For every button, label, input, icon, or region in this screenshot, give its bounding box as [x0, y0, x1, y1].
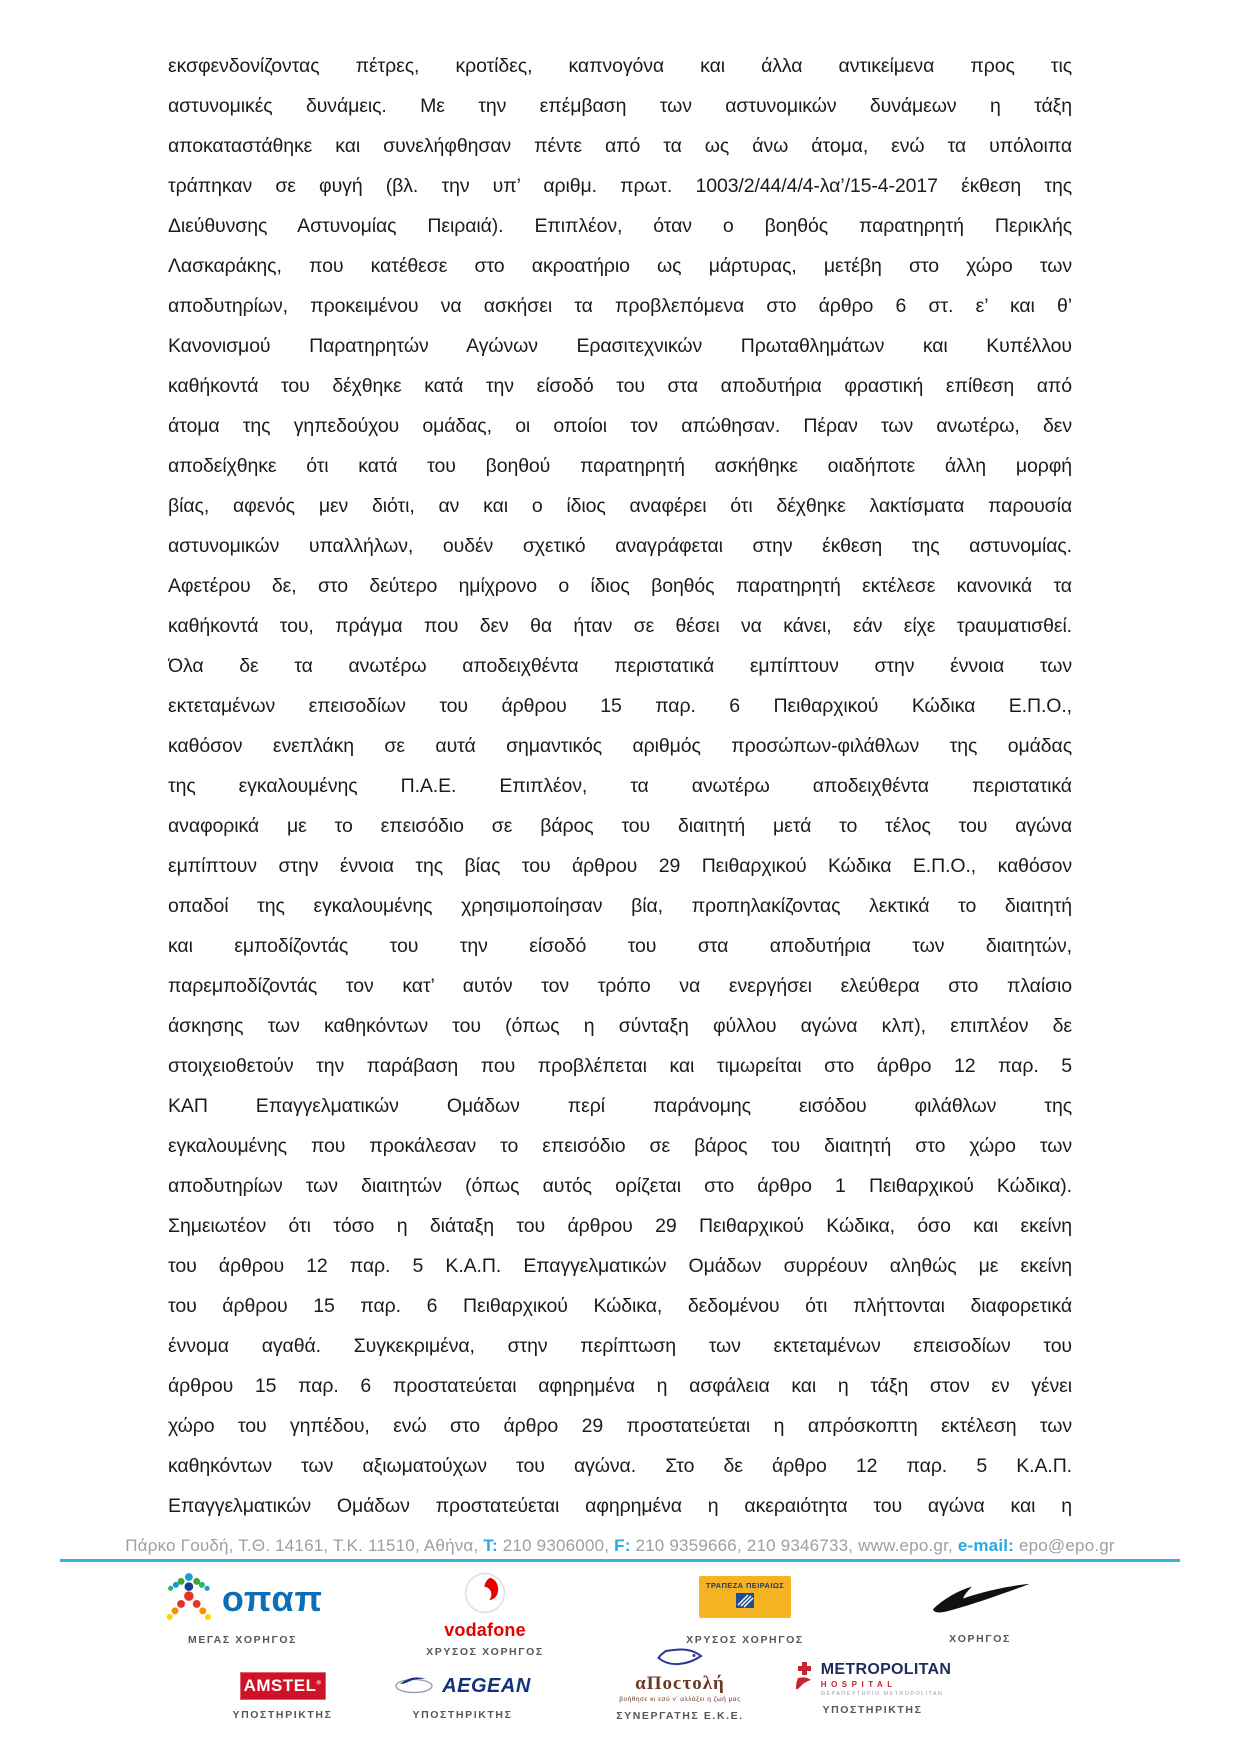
text-line: αναφορικά με το επεισόδιο σε βάρος του διαιτητή μετά το τέλος του αγώνα	[168, 815, 1072, 837]
text-line: Σημειωτέον ότι τόσο η διάταξη του άρθρου 29 Πειθαρχικού Κώδικα, όσο και εκείνη	[168, 1215, 1072, 1237]
aegean-bird-icon	[394, 1673, 436, 1700]
sponsor-apostoli	[600, 1648, 760, 1722]
text-line: Αφετέρου δε, στο δεύτερο ημίχρονο ο ίδιος βοηθός παρατηρητή εκτέλεσε κανονικά τα	[168, 575, 1072, 597]
piraeus-wave-icon	[736, 1593, 754, 1613]
text-line: στοιχειοθετούν την παράβαση που προβλέπεται και τιμωρείται στο άρθρο 12 παρ. 5	[168, 1055, 1072, 1077]
text-line: εγκαλουμένης που προκάλεσαν το επεισόδιο σε βάρος του διαιτητή στο χώρο των	[168, 1135, 1072, 1157]
sponsor-label: ΥΠΟΣΤΗΡΙΚΤΗΣ	[412, 1709, 513, 1721]
metropolitan-cross-icon	[794, 1662, 816, 1697]
footer-fax-value: 210 9359666, 210 9346733, www.epo.gr,	[630, 1536, 958, 1555]
text-line: αποδείχθηκε ότι κατά του βοηθού παρατηρητή ασκήθηκε οιαδήποτε άλλη μορφή	[168, 455, 1072, 477]
sponsor-label: ΧΡΥΣΟΣ ΧΟΡΗΓΟΣ	[686, 1634, 804, 1646]
text-line: εκτεταμένων επεισοδίων του άρθρου 15 παρ. 6 Πειθαρχικού Κώδικα Ε.Π.Ο.,	[168, 695, 1072, 717]
nike-swoosh-icon	[929, 1582, 1031, 1621]
sponsor-nike	[890, 1582, 1070, 1645]
amstel-wordmark: AMSTEL®	[243, 1676, 322, 1695]
amstel-logo	[240, 1672, 326, 1700]
text-line: καθόσον ενεπλάκη σε αυτά σημαντικός αριθμός προσώπων-φιλάθλων της ομάδας	[168, 735, 1072, 757]
text-line: αποδυτηρίων των διαιτητών (όπως αυτός ορίζεται στο άρθρο 1 Πειθαρχικού Κώδικα).	[168, 1175, 1072, 1197]
text-line: Λασκαράκης, που κατέθεσε στο ακροατήριο ως μάρτυρας, μετέβη στο χώρο των	[168, 255, 1072, 277]
text-line: αστυνομικές δυνάμεις. Με την επέμβαση των αστυνομικών δυνάμεων η τάξη	[168, 95, 1072, 117]
text-line: καθηκόντων των αξιωματούχων του αγώνα. Στο δε άρθρο 12 παρ. 5 Κ.Α.Π.	[168, 1455, 1072, 1477]
text-line: αστυνομικών υπαλλήλων, ουδέν σχετικό αναγράφεται στην έκθεση της αστυνομίας.	[168, 535, 1072, 557]
footer-contact	[0, 1536, 1240, 1556]
text-line: εμπίπτουν στην έννοια της βίας του άρθρου 29 Πειθαρχικού Κώδικα Ε.Π.Ο., καθόσον	[168, 855, 1072, 877]
sponsor-opap	[150, 1572, 335, 1646]
footer-phone-label: T:	[483, 1536, 498, 1555]
text-line: Διεύθυνσης Αστυνομίας Πειραιά). Επιπλέον, όταν ο βοηθός παρατηρητή Περικλής	[168, 215, 1072, 237]
apostoli-wordmark: αΠοϲτολή	[635, 1673, 725, 1694]
text-line: καθήκοντά του δέχθηκε κατά την είσοδό του στα αποδυτήρια φραστική επίθεση από	[168, 375, 1072, 397]
sponsor-piraeus-bank	[660, 1576, 830, 1646]
sponsor-vodafone	[405, 1572, 565, 1658]
footer-address: Πάρκο Γουδή, Τ.Θ. 14161, Τ.Κ. 11510, Αθήνα,	[125, 1536, 484, 1555]
text-line: έννομα αγαθά. Συγκεκριμένα, στην περίπτωση των εκτεταμένων επεισοδίων του	[168, 1335, 1072, 1357]
text-line: αποδυτηρίων, προκειμένου να ασκήσει τα προβλεπόμενα στο άρθρο 6 στ. ε’ και θ’	[168, 295, 1072, 317]
piraeus-bank-title: ΤΡΑΠΕΖΑ ΠΕΙΡΑΙΩΣ	[705, 1581, 785, 1590]
text-line: οπαδοί της εγκαλουμένης χρησιμοποίησαν βία, προπηλακίζοντας λεκτικά το διαιτητή	[168, 895, 1072, 917]
opap-wordmark: οπαπ	[221, 1578, 324, 1619]
text-line: άρθρου 15 παρ. 6 προστατεύεται αφηρημένα η ασφάλεια και η τάξη στον εν γένει	[168, 1375, 1072, 1397]
sponsor-label: ΥΠΟΣΤΗΡΙΚΤΗΣ	[822, 1704, 923, 1716]
vodafone-roundel-icon	[464, 1572, 506, 1619]
sponsor-label: ΧΟΡΗΓΟΣ	[949, 1633, 1011, 1645]
footer-phone-value: 210 9306000,	[497, 1536, 615, 1555]
sponsor-amstel	[200, 1672, 365, 1721]
text-line: Όλα δε τα ανωτέρω αποδειχθέντα περιστατικά εμπίπτουν στην έννοια των	[168, 655, 1072, 677]
sponsor-label: ΥΠΟΣΤΗΡΙΚΤΗΣ	[232, 1709, 333, 1721]
metropolitan-caption: ΘΕΡΑΠΕΥΤΗΡΙΟ METROPOLITAN	[820, 1691, 944, 1697]
footer-fax-label: F:	[614, 1536, 631, 1555]
text-line: άτομα της γηπεδούχου ομάδας, οι οποίοι τον απώθησαν. Πέραν των ανωτέρω, δεν	[168, 415, 1072, 437]
vodafone-wordmark: vodafone	[444, 1620, 526, 1640]
text-line: χώρο του γηπέδου, ενώ στο άρθρο 29 προστατεύεται η απρόσκοπτη εκτέλεση των	[168, 1415, 1072, 1437]
footer-divider-rule	[60, 1559, 1180, 1562]
sponsor-label: ΜΕΓΑΣ ΧΟΡΗΓΟΣ	[187, 1634, 298, 1646]
text-line: καθήκοντά του, πράγμα που δεν θα ήταν σε θέσει να κάνει, εάν είχε τραυματισθεί.	[168, 615, 1072, 637]
text-line: Κανονισμού Παρατηρητών Αγώνων Ερασιτεχνικών Πρωταθλημάτων και Κυπέλλου	[168, 335, 1072, 357]
apostoli-fish-icon	[657, 1648, 703, 1672]
text-line: ΚΑΠ Επαγγελματικών Ομάδων περί παράνομης εισόδου φιλάθλων της	[168, 1095, 1072, 1117]
text-line: του άρθρου 12 παρ. 5 Κ.Α.Π. Επαγγελματικών Ομάδων συρρέουν αληθώς με εκείνη	[168, 1255, 1072, 1277]
aegean-wordmark: AEGEAN	[442, 1675, 531, 1697]
apostoli-tagline: βοήθησε κι εσύ ν’ αλλάξει η ζωή μας	[619, 1696, 741, 1703]
text-line: της εγκαλουμένης Π.Α.Ε. Επιπλέον, τα ανωτέρω αποδειχθέντα περιστατικά	[168, 775, 1072, 797]
footer-email-label: e-mail:	[957, 1536, 1015, 1555]
sponsor-metropolitan	[780, 1662, 965, 1716]
text-line: βίας, αφενός μεν διότι, αν και ο ίδιος αναφέρει ότι δέχθηκε λακτίσματα παρουσία	[168, 495, 1072, 517]
text-line: παρεμποδίζοντάς τον κατ’ αυτόν τον τρόπο να ενεργήσει ελεύθερα στο πλαίσιο	[168, 975, 1072, 997]
text-line: του άρθρου 15 παρ. 6 Πειθαρχικού Κώδικα, δεδομένου ότι πλήττονται διαφορετικά	[168, 1295, 1072, 1317]
text-line: εκσφενδονίζοντας πέτρες, κροτίδες, καπνογόνα και άλλα αντικείμενα προς τις	[168, 55, 1072, 77]
opap-figure-icon	[162, 1571, 214, 1628]
sponsor-label: ΣΥΝΕΡΓΑΤΗΣ Ε.Κ.Ε.	[616, 1710, 744, 1722]
metropolitan-wordmark: METROPOLITAN	[820, 1661, 952, 1678]
text-line: άσκησης των καθηκόντων του (όπως η σύνταξη φύλλου αγώνα κλπ), επιπλέον δε	[168, 1015, 1072, 1037]
footer-email-value: epo@epo.gr	[1014, 1536, 1115, 1555]
text-line: αποκαταστάθηκε και συνελήφθησαν πέντε από τα ως άνω άτομα, ενώ τα υπόλοιπα	[168, 135, 1072, 157]
sponsor-aegean	[380, 1674, 545, 1721]
text-line: Επαγγελματικών Ομάδων προστατεύεται αφηρημένα η ακεραιότητα του αγώνα και η	[168, 1495, 1072, 1517]
body-text	[168, 46, 1072, 1526]
sponsor-label: ΧΡΥΣΟΣ ΧΟΡΗΓΟΣ	[426, 1646, 544, 1658]
piraeus-bank-logo	[699, 1576, 791, 1618]
text-line: τράπηκαν σε φυγή (βλ. την υπ’ αριθμ. πρωτ. 1003/2/44/4/4-λα’/15-4-2017 έκθεση της	[168, 175, 1072, 197]
text-line: και εμποδίζοντάς του την είσοδό του στα αποδυτήρια των διαιτητών,	[168, 935, 1072, 957]
metropolitan-hospital-text: HOSPITAL	[820, 1680, 897, 1689]
